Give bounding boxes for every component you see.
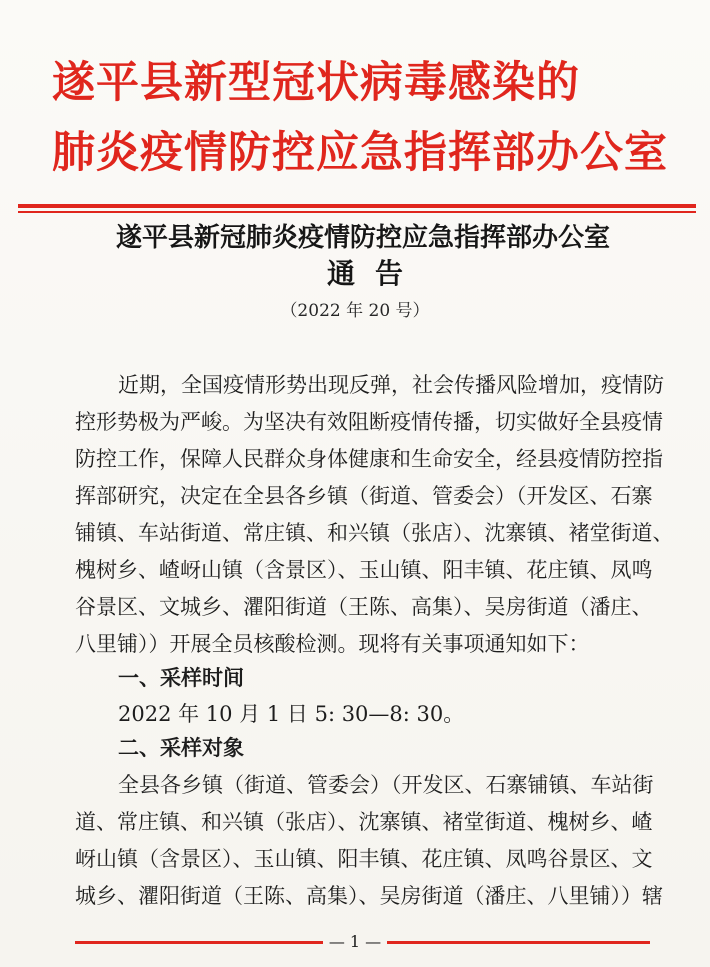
red-header-line-1: 遂平县新型冠状病毒感染的 [52,58,580,108]
red-header-rule-thick [18,204,696,208]
intro-line-4: 挥部研究，决定在全县各乡镇（街道、管委会）（开发区、石寨 [75,484,653,508]
targets-line-2: 道、常庄镇、和兴镇（张店）、沈寨镇、褚堂街道、槐树乡、嵖 [75,810,653,834]
targets-line-3: 岈山镇（含景区）、玉山镇、阳丰镇、花庄镇、凤鸣谷景区、文 [75,847,653,871]
section-heading-sampling-targets: 二、采样对象 [118,736,244,760]
notice-title: 通告 [326,257,423,290]
targets-line-1: 全县各乡镇（街道、管委会）（开发区、石寨铺镇、车站街 [118,773,654,797]
intro-line-1: 近期，全国疫情形势出现反弹，社会传播风险增加，疫情防 [118,373,664,397]
sampling-time-text: 2022 年 10 月 1 日 5: 30—8: 30。 [118,702,465,726]
intro-line-6: 槐树乡、嵖岈山镇（含景区）、玉山镇、阳丰镇、花庄镇、凤鸣 [75,558,653,582]
notice-office-title: 遂平县新冠肺炎疫情防控应急指挥部办公室 [115,223,610,253]
intro-line-5: 铺镇、车站街道、常庄镇、和兴镇（张店）、沈寨镇、褚堂街道、 [75,521,674,545]
intro-line-7: 谷景区、文城乡、灈阳街道（王陈、高集）、吴房街道（潘庄、 [75,595,653,619]
targets-line-4: 城乡、灈阳街道（王陈、高集）、吴房街道（潘庄、八里铺））辖 [75,884,663,908]
red-header-line-2: 肺炎疫情防控应急指挥部办公室 [52,128,668,178]
intro-line-3: 防控工作，保障人民群众身体健康和生命安全，经县疫情防控指 [75,447,663,471]
intro-line-2: 控形势极为严峻。为坚决有效阻断疫情传播，切实做好全县疫情 [75,410,663,434]
page-number-wrap [0,932,710,952]
page-number: — 1 — [323,932,387,951]
document-number: （2022 年 20 号） [280,301,430,321]
intro-line-8: 八里铺））开展全员核酸检测。现将有关事项通知如下： [75,632,590,656]
section-heading-sampling-time: 一、采样时间 [118,666,244,690]
red-header-rule-thin [18,211,696,213]
